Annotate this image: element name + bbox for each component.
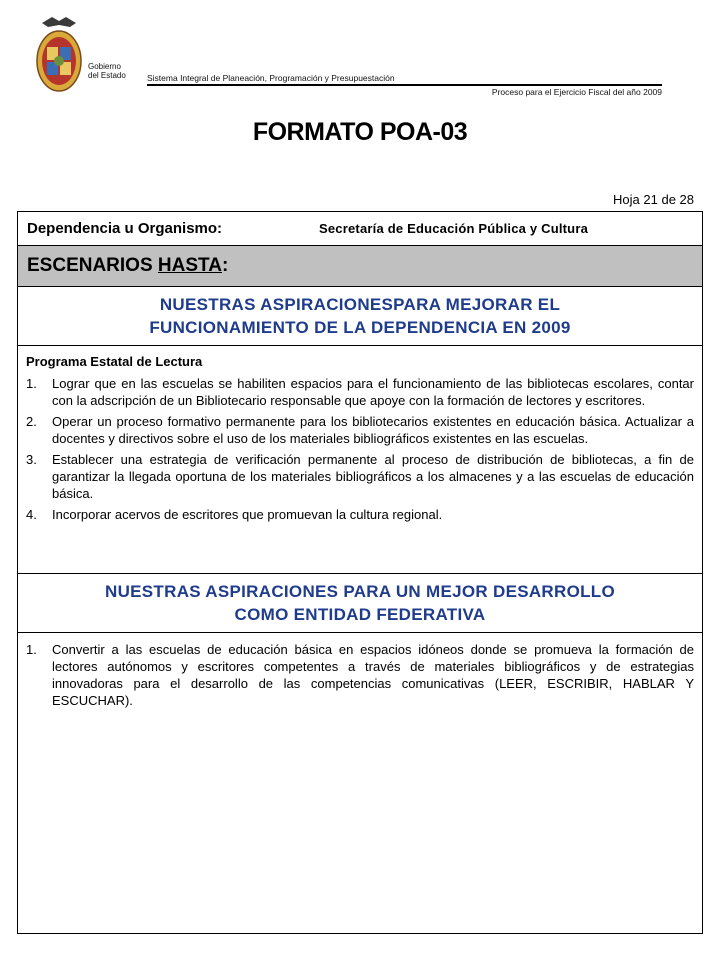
list-item: 4. Incorporar acervos de escritores que promuevan la cultura regional. <box>26 507 443 522</box>
list-item: 1. Convertir a las escuelas de educación básica en espacios idóneos donde se promueva la formación de lectores autónomos y escritores competentes a través de materiales bibliográficos y de estrategias innovadoras para el desarrollo de las competencias comunicativas (LEER, ESCRIBIR, HABLAR Y ESCUCHAR). <box>26 642 694 708</box>
header-rule <box>147 84 662 86</box>
section1-body <box>18 346 702 574</box>
section2-heading: NUESTRAS ASPIRACIONES PARA UN MEJOR DESARROLLO COMO ENTIDAD FEDERATIVA <box>18 574 702 633</box>
section2-body <box>18 633 702 709</box>
sheet-number: Hoja 21 de 28 <box>613 192 694 207</box>
dependency-row <box>18 212 702 246</box>
section1-heading: NUESTRAS ASPIRACIONESPARA MEJORAR EL FUNCIONAMIENTO DE LA DEPENDENCIA EN 2009 <box>18 287 702 346</box>
list-item: 2. Operar un proceso formativo permanente para los bibliotecarios existentes en educación básica. Actualizar a docentes y directivos sobre el uso de los materiales bibliográficos existentes en las escuelas. <box>26 414 694 446</box>
list-item: 1. Lograr que en las escuelas se habiliten espacios para el funcionamiento de las bibliotecas escolares, contar con la adscripción de un Bibliotecario responsable que apoye con la formación de lectores y escritores. <box>26 376 694 408</box>
government-label: Gobierno del Estado <box>88 62 126 80</box>
system-name: Sistema Integral de Planeación, Programación y Presupuestación <box>147 73 395 83</box>
scenarios-row <box>18 246 702 287</box>
program-name: Programa Estatal de Lectura <box>26 354 203 369</box>
document-header <box>0 0 720 110</box>
dependency-label: Dependencia u Organismo: <box>27 220 223 237</box>
page-title: FORMATO POA-03 <box>252 118 468 146</box>
scenarios-label: ESCENARIOS HASTA: <box>27 255 229 276</box>
dependency-value: Secretaría de Educación Pública y Cultura <box>319 221 589 236</box>
list-item: 3. Establecer una estrategia de verificación permanente al proceso de distribución de bibliotecas, a fin de garantizar la llegada oportuna de los materiales bibliográficos a los almacenes y a las escuelas de educación básica. <box>26 452 694 501</box>
form-frame <box>17 211 703 934</box>
fiscal-process: Proceso para el Ejercicio Fiscal del año 2009 <box>491 87 662 97</box>
state-seal-icon <box>34 15 84 95</box>
